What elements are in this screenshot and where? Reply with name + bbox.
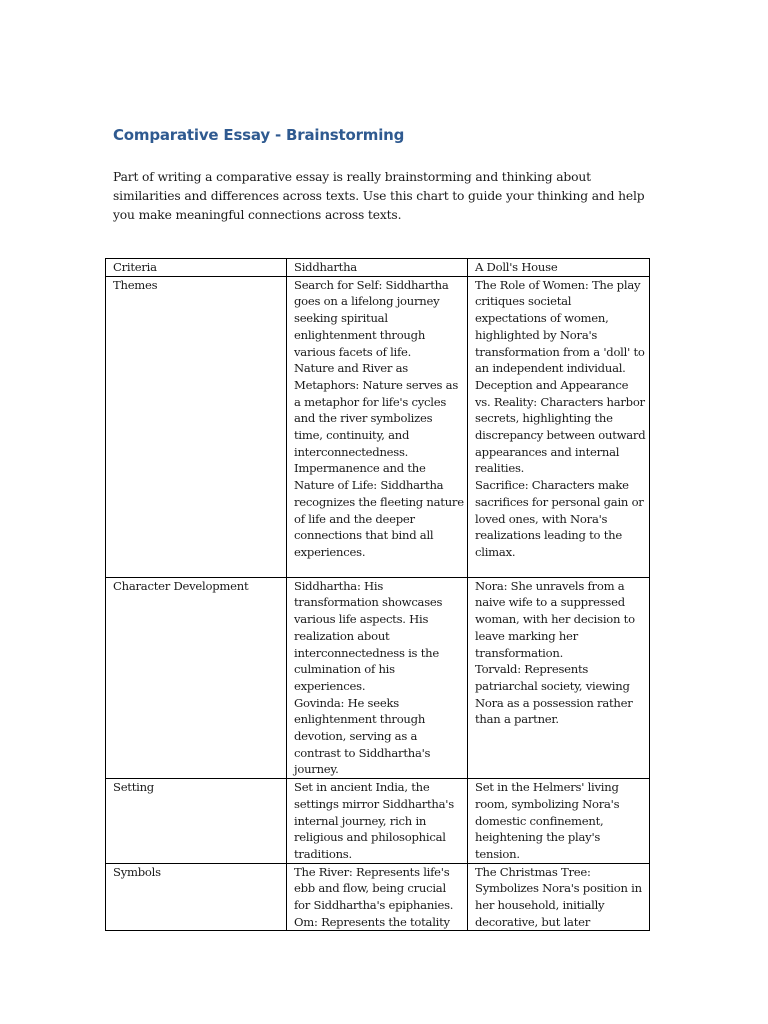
criteria-cell: Symbols <box>106 863 287 931</box>
comparison-table <box>105 258 650 931</box>
cell-text: Siddhartha: His transformation showcases various life aspects. His realization about interconnectedness is the culmination of his experiences. <box>294 578 443 693</box>
cell-text: Govinda: He seeks enlightenment through devotion, serving as a contrast to Siddhartha's journey. <box>294 695 431 777</box>
dolls-house-cell <box>468 276 650 577</box>
cell-text: The Role of Women: The play critiques societal expectations of women, highlighted by Nora's transformation from a 'doll' to an independent individual. <box>475 277 645 376</box>
cell-text: Torvald: Represents patriarchal society, viewing Nora as a possession rather than a partner. <box>475 662 633 727</box>
cell-text: Set in ancient India, the settings mirror Siddhartha's internal journey, rich in religious and philosophical traditions. <box>294 780 454 861</box>
siddhartha-cell <box>287 276 468 577</box>
cell-text: Om: Represents the totality <box>294 914 450 929</box>
cell-text: Search for Self: Siddhartha goes on a lifelong journey seeking spiritual enlightenment through various facets of life. <box>294 277 449 359</box>
siddhartha-cell <box>287 863 468 931</box>
criteria-cell: Character Development <box>106 577 287 778</box>
cell-text: Set in the Helmers' living room, symbolizing Nora's domestic confinement, heightening the play's tension. <box>475 780 620 861</box>
cell-text: The River: Represents life's ebb and flow, being crucial for Siddhartha's epiphanies. <box>294 864 454 913</box>
document-title: Comparative Essay - Brainstorming <box>113 126 405 144</box>
header-dolls-house: A Doll's House <box>468 259 650 277</box>
table-row-character-development <box>106 577 650 778</box>
cell-text: Deception and Appearance vs. Reality: Characters harbor secrets, highlighting the discrepancy between outward appearances and internal realities. <box>475 377 646 476</box>
dolls-house-cell <box>468 863 650 931</box>
cell-text: Sacrifice: Characters make sacrifices for personal gain or loved ones, with Nora's realizations leading to the climax. <box>475 478 644 559</box>
table-row-setting <box>106 779 650 864</box>
criteria-cell: Setting <box>106 779 287 864</box>
table-row-symbols <box>106 863 650 931</box>
intro-paragraph: Part of writing a comparative essay is really brainstorming and thinking about similarities and differences across texts. Use this chart to guide your thinking and help you make meaningful connections across texts. <box>113 170 645 222</box>
dolls-house-cell <box>468 577 650 778</box>
criteria-cell: Themes <box>106 276 287 577</box>
cell-text: The Christmas Tree: Symbolizes Nora's position in her household, initially decorative, but later <box>475 864 642 929</box>
cell-text: Nora: She unravels from a naive wife to a suppressed woman, with her decision to leave marking her transformation. <box>475 578 635 660</box>
cell-text: Impermanence and the Nature of Life: Siddhartha recognizes the fleeting nature of life and the deeper connections that bind all experiences. <box>294 461 464 559</box>
header-criteria: Criteria <box>106 259 287 277</box>
table-header-row <box>106 259 650 277</box>
table-row-themes <box>106 276 650 577</box>
header-siddhartha: Siddhartha <box>287 259 468 277</box>
dolls-house-cell <box>468 779 650 864</box>
siddhartha-cell <box>287 779 468 864</box>
cell-text: Nature and River as Metaphors: Nature serves as a metaphor for life's cycles and the river symbolizes time, continuity, and interconnectedness. <box>294 361 459 459</box>
siddhartha-cell <box>287 577 468 778</box>
